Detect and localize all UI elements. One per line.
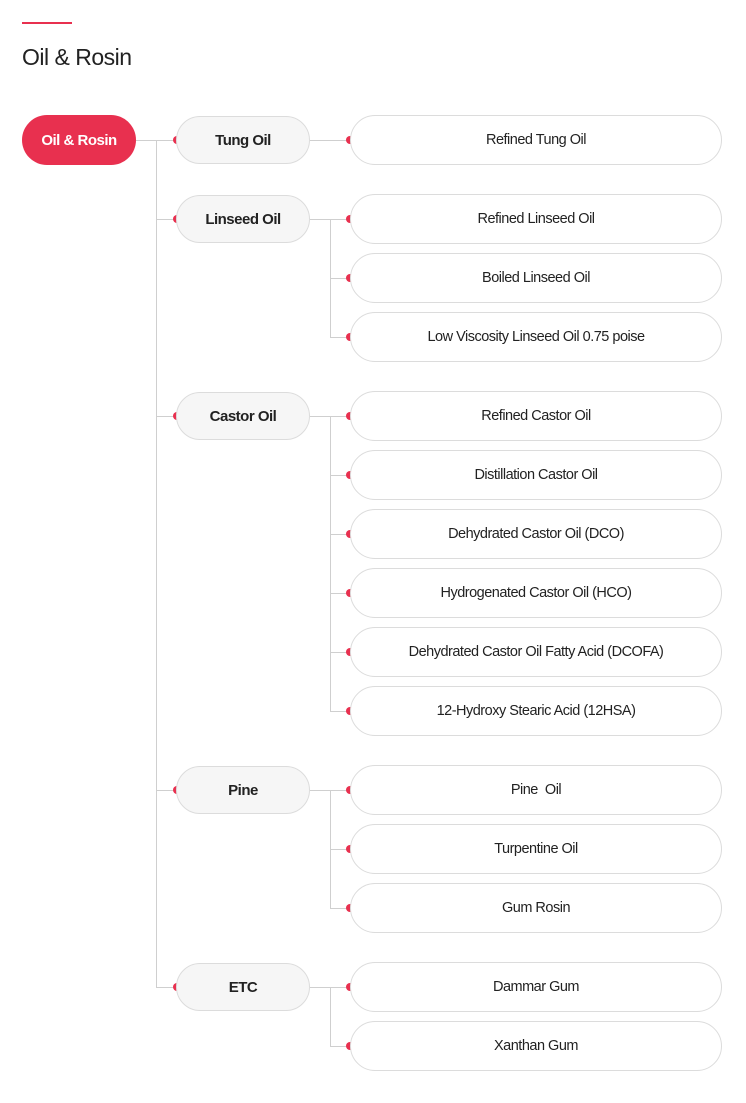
product-item[interactable]: Boiled Linseed Oil [350, 253, 722, 303]
product-item[interactable]: Refined Castor Oil [350, 391, 722, 441]
category-node[interactable]: Linseed Oil [176, 195, 310, 243]
product-item[interactable]: Low Viscosity Linseed Oil 0.75 poise [350, 312, 722, 362]
product-item[interactable]: Dehydrated Castor Oil (DCO) [350, 509, 722, 559]
items-spine [330, 416, 331, 711]
product-item[interactable]: Pine Oil [350, 765, 722, 815]
category-connector [310, 140, 350, 141]
product-item[interactable]: Refined Tung Oil [350, 115, 722, 165]
product-item[interactable]: Dehydrated Castor Oil Fatty Acid (DCOFA) [350, 627, 722, 677]
category-node[interactable]: Castor Oil [176, 392, 310, 440]
page-title: Oil & Rosin [22, 44, 132, 70]
product-item[interactable]: Hydrogenated Castor Oil (HCO) [350, 568, 722, 618]
category-node[interactable]: Pine [176, 766, 310, 814]
root-node[interactable]: Oil & Rosin [22, 115, 136, 165]
product-item[interactable]: Refined Linseed Oil [350, 194, 722, 244]
title-accent-bar [22, 22, 72, 24]
product-item[interactable]: Distillation Castor Oil [350, 450, 722, 500]
items-spine [330, 987, 331, 1046]
trunk-line [156, 140, 157, 987]
root-connector [136, 140, 156, 141]
product-item[interactable]: 12-Hydroxy Stearic Acid (12HSA) [350, 686, 722, 736]
product-item[interactable]: Gum Rosin [350, 883, 722, 933]
product-item[interactable]: Xanthan Gum [350, 1021, 722, 1071]
category-node[interactable]: Tung Oil [176, 116, 310, 164]
category-node[interactable]: ETC [176, 963, 310, 1011]
product-item[interactable]: Turpentine Oil [350, 824, 722, 874]
product-item[interactable]: Dammar Gum [350, 962, 722, 1012]
